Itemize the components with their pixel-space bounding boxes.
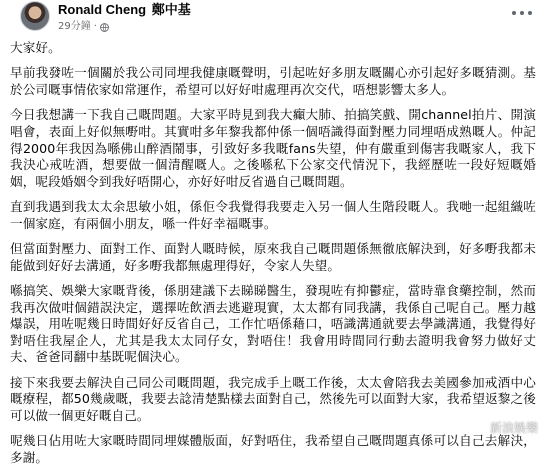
globe-icon[interactable] bbox=[100, 23, 109, 32]
post-paragraph-1: 大家好。 bbox=[10, 40, 61, 55]
post-paragraph-6: 喺搞笑、娛樂大家嘅背後，係朋建議下去睇睇醫生，發現咗有抑鬱症，當時靠食藥控制，然而我再次做咁個錯誤決定，選擇咗飲酒去逃避現實，太太都有同我講，我係自己呢自己。壓力越爆誤，用咗呢幾日時間好好反省自己，工作忙唔係藉口，唔識溝通就要去學識溝通，我覺得好對唔住我屋企人，尤其是我太太同仔女，對唔住！我會用時間同行動去證明我會努力做好丈夫、爸爸同翻中基既呢個決心。 bbox=[10, 283, 536, 365]
watermark-text: 新浪娛樂 bbox=[489, 421, 538, 435]
post-timestamp[interactable]: 29分鐘 bbox=[58, 21, 91, 32]
post-paragraph-8: 呢幾日佔用咗大家嘅時間同埋媒體版面，好對唔住，我希望自己嘅問題真係可以自己去解決，多謝。 bbox=[10, 433, 536, 466]
author-avatar[interactable] bbox=[20, 1, 50, 31]
post-paragraph-4: 直到我遇到我太太余思敏小姐，係佢令我覺得我要走入另一個人生階段嘅人。我哋一起組織咗一個家庭，有兩個小朋友，喺一件好幸福嘅事。 bbox=[10, 199, 536, 231]
post-paragraph-3: 今日我想講一下我自己嘅問題。大家平時見到我大癲大肺、拍搞笑戲、開channel拍片、開演唱會，表面上好似無嘢咁。其實咁多年黎我都仲係一個唔識得面對壓力同埋唔成熟嘅人。仲記得2000年我因為喺佛山醉酒鬧事，引致好多我嘅fans失望，仲有嚴重到傷害我嘅家人，我下我決心戒咗酒，想要做一個清醒嘅人。之後喺私下公家交代情況下，我經歷咗一段好短嘅婚姻，呢段婚姻令到我好唔開心，亦好好咁反省過自己嘅問題。 bbox=[10, 107, 536, 189]
author-block bbox=[58, 2, 191, 34]
post-paragraph-5: 但當面對壓力、面對工作、面對人嘅時候，原來我自己嘅問題係無徹底解決到，好多嘢我都未能做到好好去溝通，好多嘢我都無處理得好，令家人失望。 bbox=[10, 241, 536, 273]
post-paragraph-2: 早前我發咗一個關於我公司同埋我健康嘅聲明，引起咗好多朋友嘅關心亦引起好多嘅猜測。基於公司嘅事情依家如常運作，希望可以好好咁處理再次交代，唔想影響太多人。 bbox=[10, 65, 536, 97]
author-name[interactable] bbox=[58, 2, 191, 19]
post-body bbox=[10, 40, 540, 467]
post-paragraph-7: 接下來我要去解決自己同公司嘅問題，我完成手上嘅工作後，太太會陪我去美國參加戒酒中心嘅療程，都50幾歲嘅，我要去諗清楚點樣去面對自己，然後先可以面對大家，我希望返黎之後可以做一個更好嘅自己。 bbox=[10, 374, 536, 424]
author-name-zh[interactable]: 鄭中基 bbox=[151, 3, 191, 18]
author-name-en[interactable]: Ronald Cheng bbox=[58, 2, 147, 17]
post-header bbox=[10, 0, 540, 40]
meta-separator: · bbox=[93, 21, 97, 32]
post-meta bbox=[58, 20, 191, 34]
more-options-icon[interactable] bbox=[512, 6, 532, 20]
